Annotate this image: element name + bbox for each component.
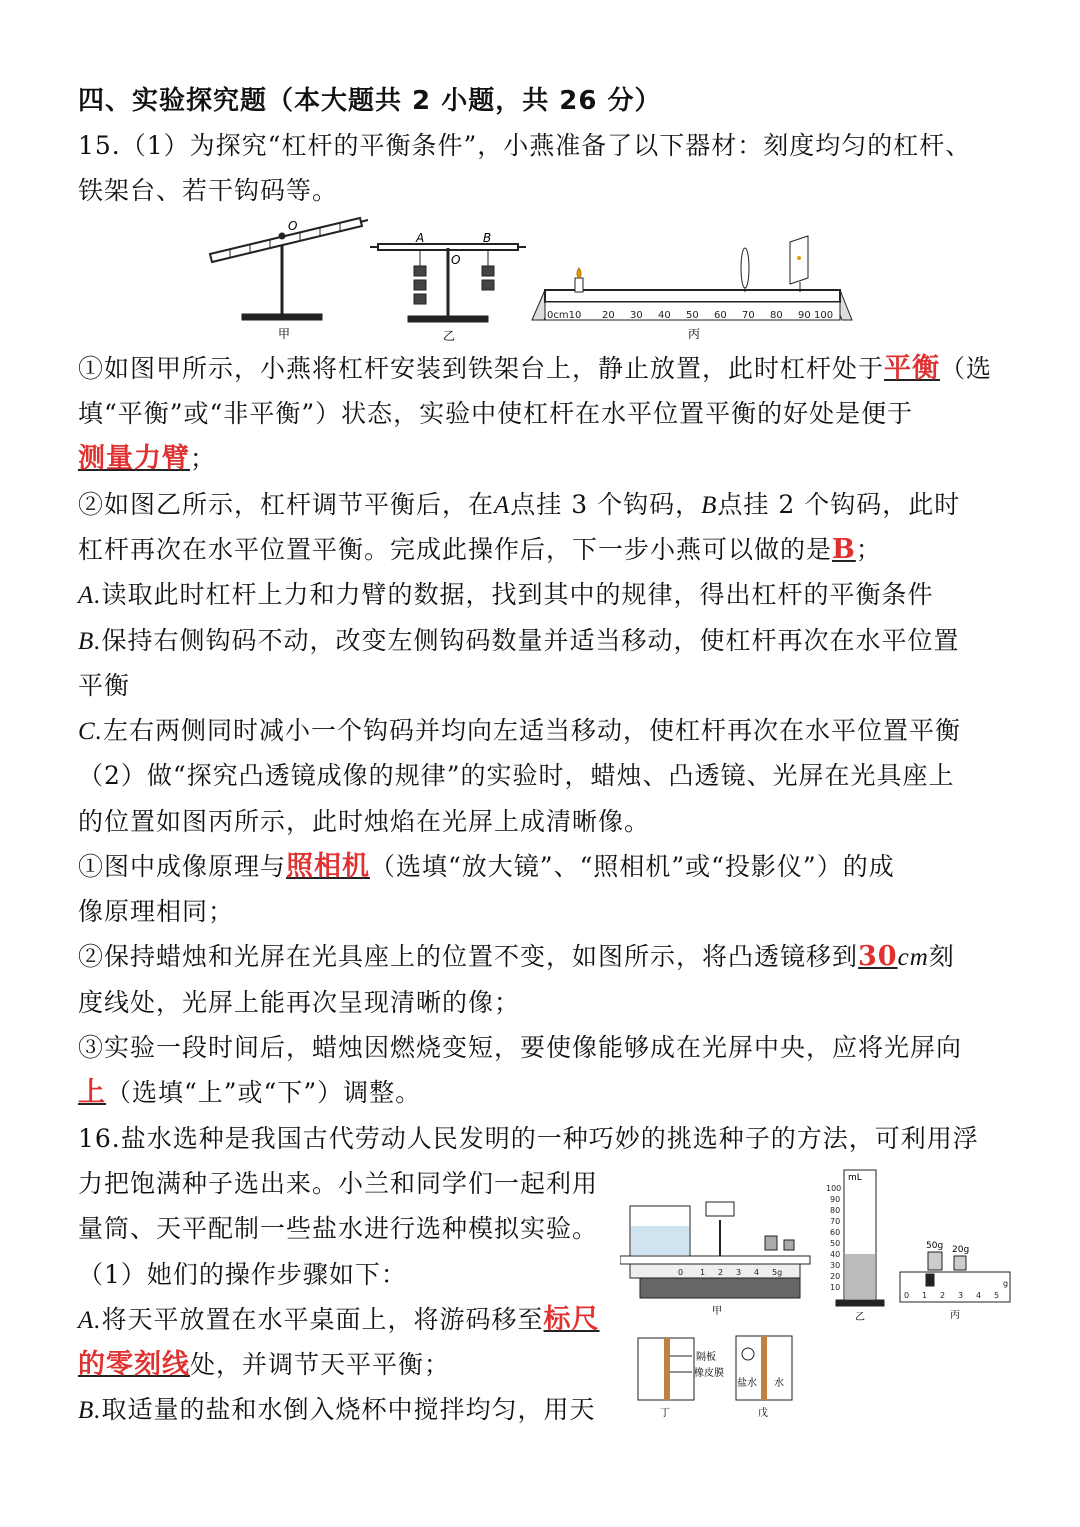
text: 点挂 2 个钩码，此时: [717, 490, 961, 519]
q15-p5-line-a: [78, 940, 955, 975]
cylinder-scale: [826, 1184, 841, 1292]
point-b: B: [701, 492, 718, 519]
answer-1: 平衡: [884, 353, 941, 384]
ruler-tick: 70: [742, 310, 755, 321]
ruler-tick: 0cm10: [547, 310, 582, 321]
text: ；: [855, 535, 882, 564]
fig-wu-tank: [736, 1336, 792, 1400]
text: 读取此时杠杆上力和力臂的数据，找到其中的规律，得出杠杆的平衡条件: [101, 580, 934, 609]
q15-figure: [200, 208, 860, 346]
q15-p3-line-b: 的位置如图丙所示，此时烛焰在光屏上成清晰像。: [78, 807, 651, 836]
cylinder-tick: 70: [830, 1217, 841, 1226]
weight-50g: 50g: [926, 1241, 944, 1251]
q15-p6-line-b: [78, 1076, 421, 1110]
answer-5: 30: [858, 941, 898, 972]
section-heading: 四、实验探究题（本大题共 2 小题，共 26 分）: [78, 86, 662, 116]
caption-jia: 甲: [278, 327, 291, 341]
ruler-tick: 40: [658, 310, 671, 321]
cylinder-tick: 30: [830, 1261, 841, 1270]
ruler-tick: 60: [714, 310, 727, 321]
q16-step-a-cont: [78, 1348, 450, 1382]
q15-p4-line-a: [78, 850, 895, 884]
q15-p1-line-c: [78, 442, 216, 476]
fig-yi-cylinder: [836, 1170, 884, 1306]
cylinder-unit: mL: [848, 1173, 862, 1183]
rider-unit: g: [1003, 1279, 1009, 1288]
fig-ding-tank: [638, 1338, 694, 1400]
text: ；: [190, 444, 217, 473]
label-brine: 盐水: [737, 1378, 757, 1389]
fig-bing-bench: [532, 236, 852, 320]
rider-tick: 2: [940, 1291, 946, 1300]
fig-jia-lever: [210, 218, 368, 320]
text: ②如图乙所示，杠杆调节平衡后，在: [78, 490, 495, 519]
fig-jia-balance: [620, 1202, 810, 1298]
q15-p3-line-a: （2）做“探究凸透镜成像的规律”的实验时，蜡烛、凸透镜、光屏在光具座上: [78, 761, 955, 790]
text: 取适量的盐和水倒入烧杯中搅拌均匀，用天: [101, 1395, 596, 1424]
rider-tick: 3: [958, 1291, 964, 1300]
point-a: A: [494, 492, 511, 519]
step-letter: A.: [78, 1307, 102, 1334]
q15-p2-line-a: [78, 488, 960, 523]
q15-p1-line-a: [78, 352, 992, 386]
caption-wu: 戊: [758, 1408, 768, 1419]
answer-6: 上: [78, 1077, 106, 1108]
ruler-tick: 100: [814, 310, 834, 321]
ruler-tick: 50: [686, 310, 699, 321]
q16-line-2: 力把饱满种子选出来。小兰和同学们一起利用: [78, 1169, 599, 1198]
balance-tick: 2: [718, 1268, 724, 1277]
text: 处，并调节天平平衡；: [190, 1350, 451, 1379]
q16-line-3: 量筒、天平配制一些盐水进行选种模拟实验。: [78, 1214, 599, 1243]
weight-20g: 20g: [952, 1245, 970, 1255]
unit: cm: [897, 944, 929, 971]
rider-tick: 5: [994, 1291, 1000, 1300]
caption-yi-16: 乙: [855, 1312, 865, 1323]
answer-7a: 标尺: [543, 1304, 600, 1335]
cylinder-tick: 20: [830, 1272, 841, 1281]
ruler-tick: 90: [798, 310, 811, 321]
rider-tick: 4: [976, 1291, 982, 1300]
cylinder-tick: 80: [830, 1206, 841, 1215]
text: 左右两侧同时减小一个钩码并均向左适当移动，使杠杆再次在水平位置平衡: [102, 716, 961, 745]
text: ②保持蜡烛和光屏在光具座上的位置不变，如图所示，将凸透镜移到: [78, 942, 859, 971]
cylinder-tick: 10: [830, 1283, 841, 1292]
option-letter: B.: [78, 628, 102, 655]
q15-p2-line-b: [78, 533, 882, 567]
text: 点挂 3 个钩码，: [510, 490, 702, 519]
answer-3: B: [832, 534, 856, 565]
label-water: 水: [774, 1378, 784, 1389]
answer-4: 照相机: [286, 851, 371, 882]
caption-ding: 丁: [660, 1408, 670, 1419]
q15-p4-line-b: 像原理相同；: [78, 897, 235, 926]
caption-bing-16: 丙: [950, 1310, 960, 1321]
text: 将天平放置在水平桌面上，将游码移至: [101, 1305, 544, 1334]
label-o-jia: O: [288, 219, 298, 233]
answer-7b: 的零刻线: [78, 1349, 190, 1380]
label-partition: 隔板: [696, 1352, 716, 1363]
text: 杠杆再次在水平位置平衡。完成此操作后，下一步小燕可以做的是: [78, 535, 833, 564]
label-o-yi: O: [451, 253, 461, 267]
fig-yi-lever: [370, 244, 526, 322]
text: ①图中成像原理与: [78, 852, 287, 881]
option-letter: A.: [78, 582, 102, 609]
q15-line-2: 铁架台、若干钩码等。: [78, 176, 339, 205]
q16-step-a: [78, 1303, 600, 1338]
q15-option-b-cont: 平衡: [78, 671, 131, 700]
q16-step-b: [78, 1393, 596, 1428]
q15-line-1: 15.（1）为探究“杠杆的平衡条件”，小燕准备了以下器材：刻度均匀的杠杆、: [78, 131, 972, 160]
cylinder-tick: 100: [826, 1184, 842, 1193]
ruler-tick: 30: [630, 310, 643, 321]
ruler-tick: 80: [770, 310, 783, 321]
label-membrane: 橡皮膜: [694, 1368, 724, 1379]
q15-option-b: [78, 624, 960, 659]
rider-tick: 1: [922, 1291, 928, 1300]
caption-yi: 乙: [443, 329, 456, 343]
text: （选填“上”或“下”）调整。: [106, 1078, 422, 1107]
text: 保持右侧钩码不动，改变左侧钩码数量并适当移动，使杠杆再次在水平位置: [101, 626, 960, 655]
q15-p1-line-b: 填“平衡”或“非平衡”）状态，实验中使杠杆在水平位置平衡的好处是便于: [78, 399, 914, 428]
ruler-tick: 20: [602, 310, 615, 321]
q16-figure: [620, 1160, 1020, 1422]
balance-tick: 4: [754, 1268, 760, 1277]
label-a: A: [416, 231, 425, 245]
q15-option-c: [78, 714, 961, 749]
cylinder-tick: 50: [830, 1239, 841, 1248]
rider-tick: 0: [904, 1291, 910, 1300]
balance-tick: 0: [678, 1268, 684, 1277]
balance-tick: 3: [736, 1268, 742, 1277]
balance-tick: 5g: [772, 1268, 783, 1277]
caption-bing: 丙: [688, 327, 701, 341]
option-letter: C.: [78, 718, 103, 745]
q16-line-1: 16.盐水选种是我国古代劳动人民发明的一种巧妙的挑选种子的方法，可利用浮: [78, 1124, 979, 1153]
q15-p6-line-a: ③实验一段时间后，蜡烛因燃烧变短，要使像能够成在光屏中央，应将光屏向: [78, 1033, 963, 1062]
text: 刻: [928, 942, 955, 971]
caption-jia-16: 甲: [712, 1306, 722, 1317]
step-letter: B.: [78, 1397, 102, 1424]
label-b: B: [483, 231, 492, 245]
cylinder-tick: 40: [830, 1250, 841, 1259]
cylinder-tick: 60: [830, 1228, 841, 1237]
q15-p5-line-b: 度线处，光屏上能再次呈现清晰的像；: [78, 988, 521, 1017]
answer-2: 测量力臂: [78, 443, 190, 474]
text: （选: [940, 354, 993, 383]
q15-option-a: [78, 578, 934, 613]
balance-tick: 1: [700, 1268, 706, 1277]
text: （选填“放大镜”、“照相机”或“投影仪”）的成: [370, 852, 895, 881]
text: ①如图甲所示，小燕将杠杆安装到铁架台上，静止放置，此时杠杆处于: [78, 354, 885, 383]
cylinder-tick: 90: [830, 1195, 841, 1204]
q16-line-4: （1）她们的操作步骤如下：: [78, 1260, 407, 1289]
